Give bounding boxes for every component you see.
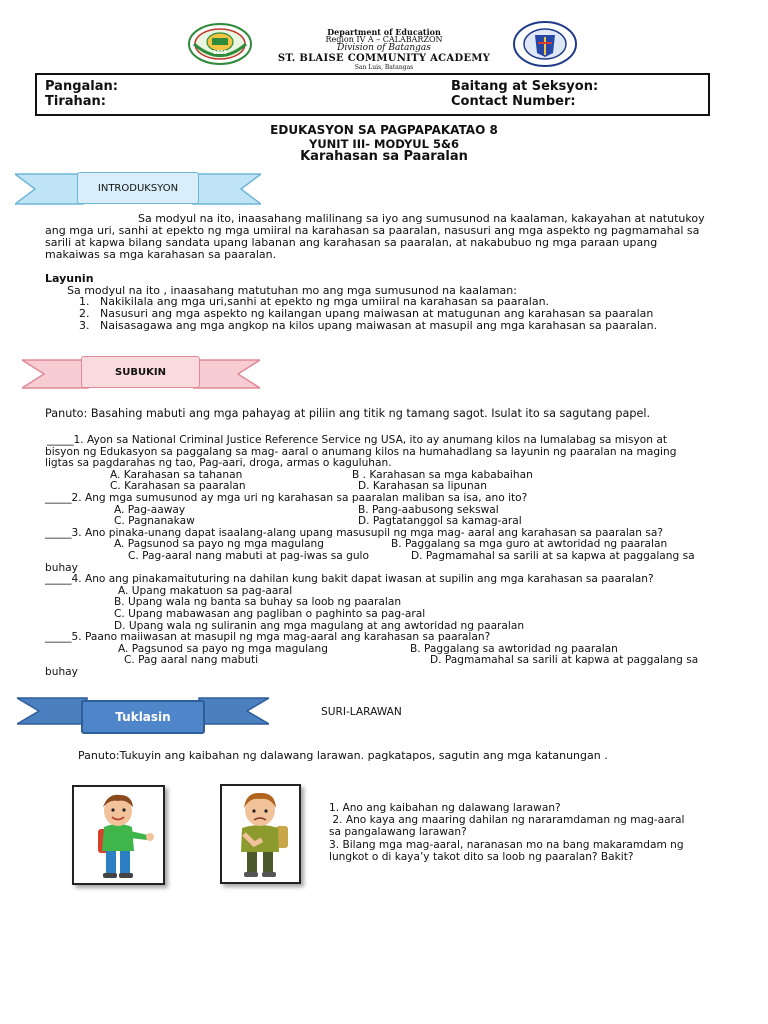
layunin-item-1-num: 1.	[79, 295, 90, 308]
intro-paragraph-line-2: ang mga uri, sanhi at epekto ng mga umiiral na karahasan sa paaralan, nasusuri ang mga aspekto ng pagmamahal sa	[45, 224, 700, 237]
region-line: Region IV A – CALABARZON	[325, 35, 443, 44]
subukin-line: A. Pagsunod sa payo ng mga magulang	[118, 642, 328, 655]
subukin-line-choice-right: B. Paggalang sa awtoridad ng paaralan	[410, 642, 618, 655]
subukin-line: _____4. Ano ang pinakamaituturing na dahilan kung bakit dapat iwasan at supilin ang mga karahasan sa paaralan?	[45, 573, 654, 586]
layunin-item-3: Naisasagawa ang mga angkop na kilos upang maiwasan at masupil ang mga karahasan sa paaralan.	[100, 319, 658, 332]
tuklasin-question-2: 2. Ano kaya ang maaring dahilan ng nararamdaman ng mag-aaral	[329, 814, 685, 826]
intro-paragraph-line-4: makaiwas sa mga karahasan sa paaralan.	[45, 248, 277, 261]
subukin-line: C. Pag-aaral nang mabuti at pag-iwas sa gulo	[128, 550, 369, 562]
layunin-item-2-num: 2.	[79, 307, 90, 320]
division-line: Division of Batangas	[337, 43, 431, 53]
layunin-item-1: Nakikilala ang mga uri,sanhi at epekto ng mga umiiral na karahasan sa paaralan.	[100, 295, 550, 308]
pangalan-label: Pangalan:	[45, 79, 118, 94]
subukin-line-choice-right: B . Karahasan sa mga kababaihan	[352, 468, 533, 481]
subukin-line: _____1. Ayon sa National Criminal Justice Reference Service ng USA, ito ay anumang kilos na lumalabag sa misyon at	[47, 434, 667, 446]
subukin-line-choice-right: D. Pagmamahal sa sarili at kapwa at paggalang sa	[430, 654, 699, 667]
tuklasin-question-1: 1. Ano ang kaibahan ng dalawang larawan?	[329, 802, 561, 814]
intro-paragraph-line-3: sarili at kapwa bilang sandata upang labanan ang karahasan sa paaralan, at nakabubuo ng mga paraan upang	[45, 236, 658, 249]
subukin-line: ligtas sa pagdarahas ng tao, Pag-aari, droga, armas o kaguluhan.	[45, 457, 392, 470]
module-title: YUNIT III- MODYUL 5&6	[309, 137, 459, 151]
subukin-line-choice-right: D. Pagtatanggol sa kamag-aral	[358, 515, 522, 528]
subukin-line: buhay	[45, 666, 78, 678]
subukin-line: A. Pag-aaway	[114, 503, 186, 516]
suri-larawan-label: SURI-LARAWAN	[321, 706, 402, 718]
tuklasin-banner-label: Tuklasin	[81, 700, 205, 734]
layunin-intro: Sa modyul na ito , inaasahang matutuhan mo ang mga sumusunod na kaalaman:	[67, 284, 517, 297]
subukin-line: C. Pag aaral nang mabuti	[124, 654, 259, 667]
subukin-line: D. Upang wala ng suliranin ang mga magulang at ang awtoridad ng paaralan	[114, 619, 525, 632]
sad-student-picture	[220, 784, 301, 884]
seal-year: 1959	[213, 50, 227, 56]
subukin-line: A. Karahasan sa tahanan	[110, 468, 243, 481]
subukin-line: C. Karahasan sa paaralan	[110, 480, 246, 493]
introduksyon-banner-label: INTRODUKSYON	[77, 172, 199, 204]
layunin-heading: Layunin	[45, 272, 94, 285]
intro-paragraph-line-1: Sa modyul na ito, inaasahang malilinang sa iyo ang sumusunod na kaalaman, kakayahan at natutukoy	[138, 212, 705, 225]
subukin-line-choice-right: B. Pang-aabusong sekswal	[358, 503, 499, 516]
subukin-line: A. Pagsunod sa payo ng mga magulang	[114, 538, 324, 551]
subukin-line-choice-right: D. Karahasan sa lipunan	[358, 480, 487, 493]
student-info-box	[35, 73, 710, 116]
tuklasin-banner	[17, 696, 269, 736]
subukin-line: bisyon ng Edukasyon sa paggalang sa mag- aaral o anumang kilos na humahadlang sa layunin ng paaralan na maging	[45, 445, 677, 458]
subukin-line: _____3. Ano pinaka-unang dapat isaalang-alang upang masusupil ng mga mag- aaral ang karahasan sa paaralan sa?	[45, 526, 664, 539]
school-name: ST. BLAISE COMMUNITY ACADEMY	[277, 53, 491, 64]
subukin-line-choice-right: D. Pagmamahal sa sarili at sa kapwa at paggalang sa	[411, 550, 695, 562]
tuklasin-question-2-cont: sa pangalawang larawan?	[329, 826, 467, 838]
tuklasin-question-3-cont: lungkot o di kaya’y takot dito sa loob ng paaralan? Bakit?	[329, 851, 634, 863]
happy-student-picture	[72, 785, 165, 885]
tuklasin-question-3: 3. Bilang mga mag-aaral, naranasan mo na bang makaramdam ng	[329, 839, 684, 851]
baitang-label: Baitang at Seksyon:	[451, 79, 599, 94]
subukin-panuto: Panuto: Basahing mabuti ang mga pahayag at piliin ang titik ng tamang sagot. Isulat ito sa sagutang papel.	[45, 407, 651, 420]
subukin-line: B. Upang wala ng banta sa buhay sa loob ng paaralan	[114, 596, 402, 609]
subukin-line: C. Pagnanakaw	[114, 515, 195, 528]
layunin-item-3-num: 3.	[79, 319, 90, 332]
subukin-banner	[22, 356, 260, 390]
subukin-line: _____2. Ang mga sumusunod ay mga uri ng karahasan sa paaralan maliban sa isa, ano ito?	[45, 492, 528, 504]
subukin-banner-label: SUBUKIN	[81, 356, 200, 388]
contact-label: Contact Number:	[451, 94, 576, 109]
topic-title: Karahasan sa Paaralan	[300, 149, 468, 164]
subukin-line: C. Upang mabawasan ang pagliban o paghinto sa pag-aral	[114, 608, 426, 620]
introduksyon-banner	[15, 172, 261, 206]
department-line: Department of Education	[327, 27, 441, 37]
tuklasin-panuto: Panuto:Tukuyin ang kaibahan ng dalawang larawan. pagkatapos, sagutin ang mga katanungan .	[78, 749, 608, 762]
subukin-line: buhay	[45, 561, 78, 574]
subukin-line: A. Upang makatuon sa pag-aaral	[118, 584, 293, 597]
subukin-line: _____5. Paano maiiwasan at masupil ng mga mag-aaral ang karahasan sa paaralan?	[45, 631, 491, 644]
subukin-line-choice-right: B. Paggalang sa mga guro at awtoridad ng paaralan	[391, 538, 668, 551]
layunin-item-2: Nasusuri ang mga aspekto ng kailangan upang maiwasan at matugunan ang karahasan sa paaralan	[100, 307, 654, 320]
subject-title: EDUKASYON SA PAGPAPAKATAO 8	[270, 123, 498, 137]
tirahan-label: Tirahan:	[45, 94, 106, 109]
school-address: San Luis, Batangas	[354, 64, 414, 71]
